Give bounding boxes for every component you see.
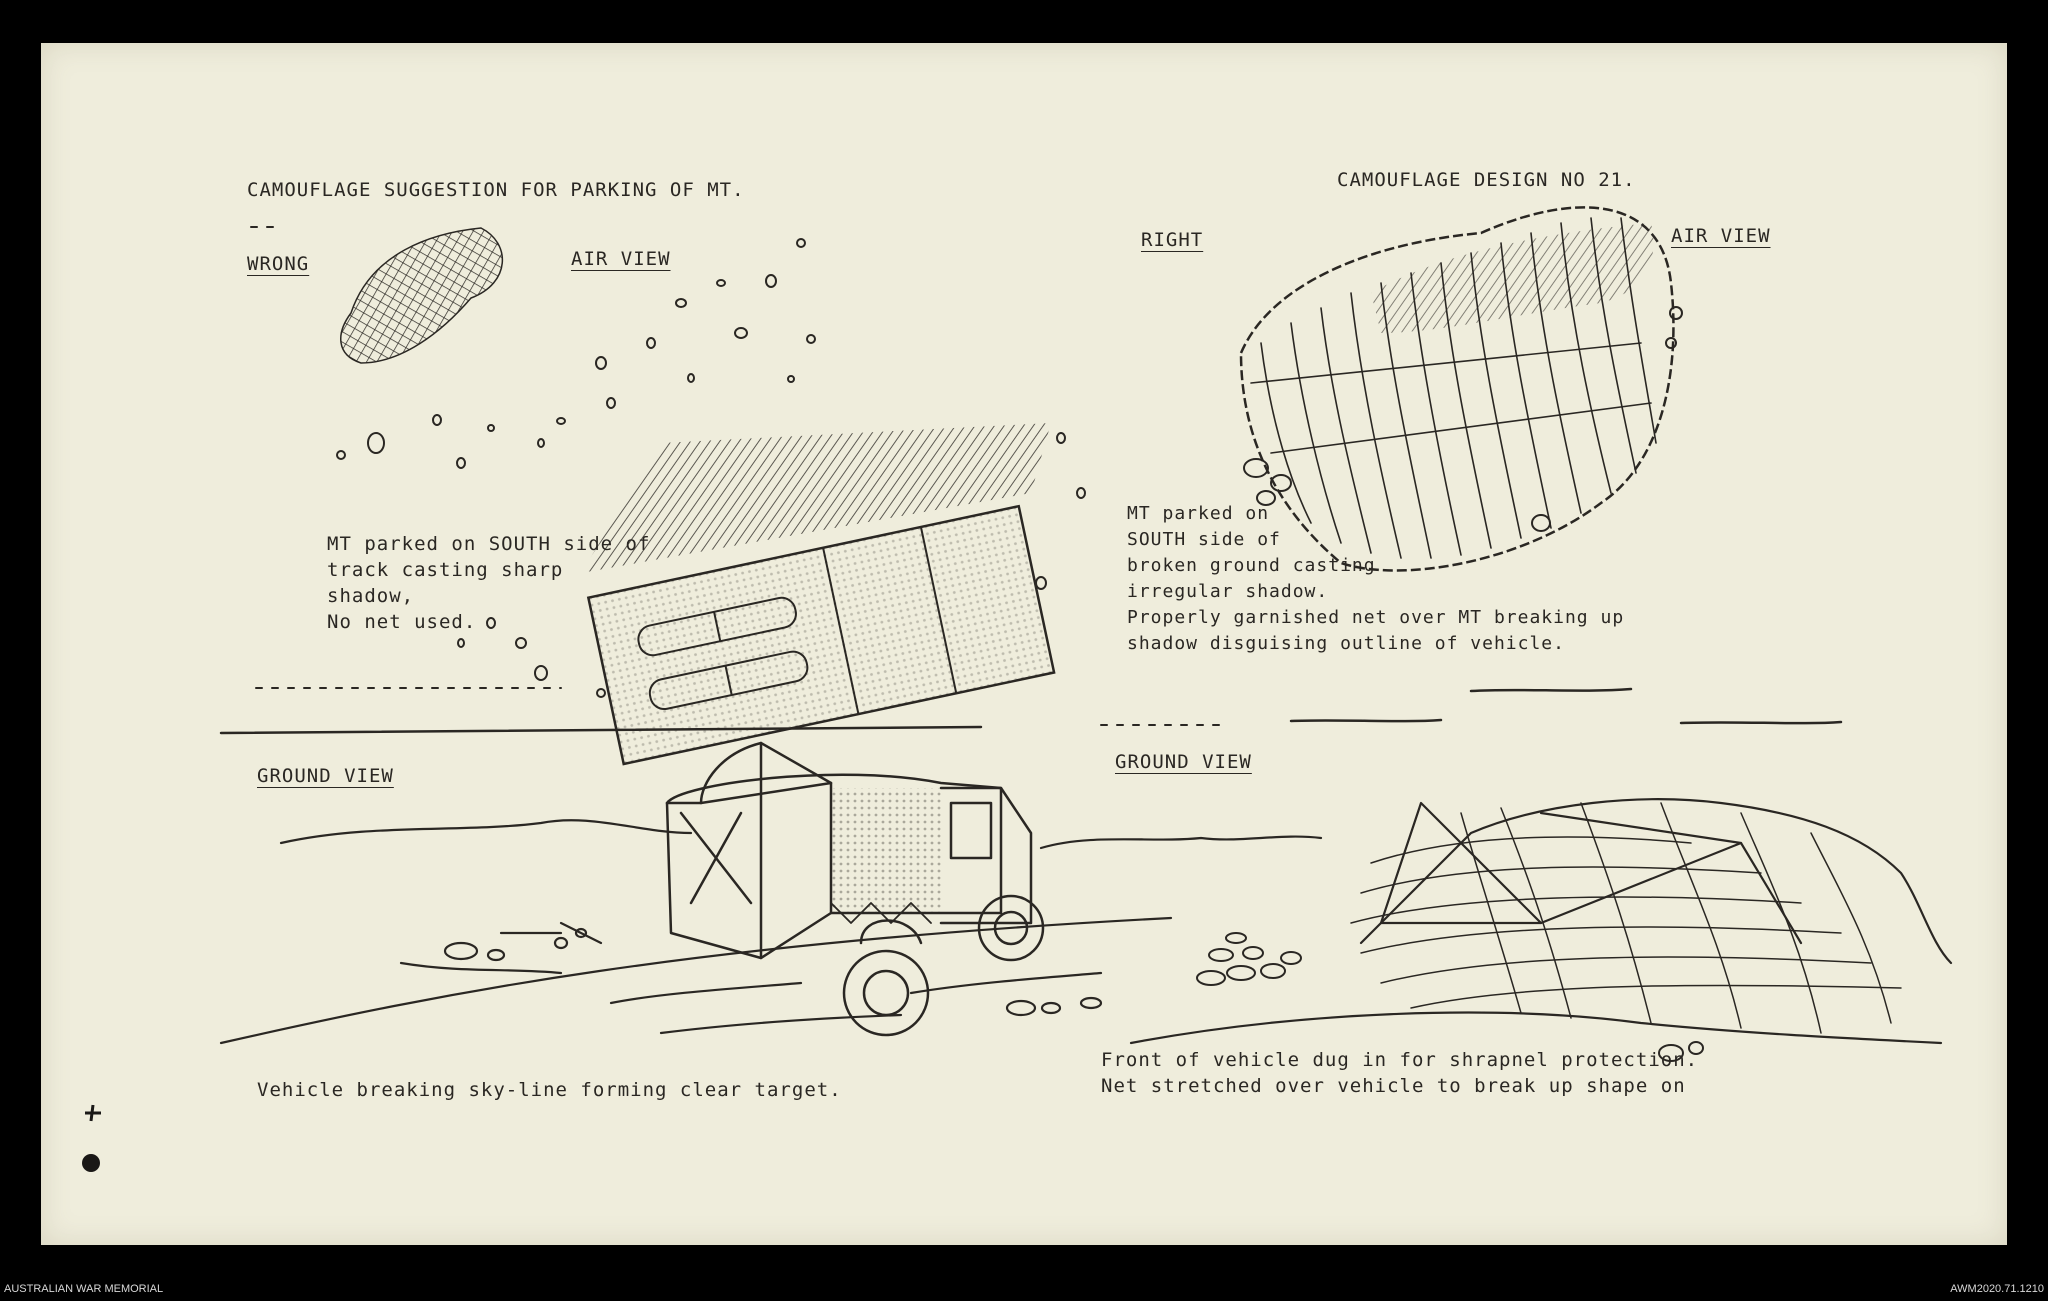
caption-line: Front of vehicle dug in for shrapnel protection. bbox=[1101, 1049, 1699, 1071]
caption-line: MT parked on bbox=[1127, 503, 1270, 524]
air-view-right-label: AIR VIEW bbox=[1671, 225, 1771, 247]
caption-line: SOUTH side of bbox=[1127, 529, 1281, 550]
caption-line: Net stretched over vehicle to break up shape on bbox=[1101, 1075, 1686, 1097]
credit-institution: AUSTRALIAN WAR MEMORIAL bbox=[4, 1283, 164, 1295]
air-view-left-label: AIR VIEW bbox=[571, 248, 671, 270]
right-air-caption bbox=[1127, 501, 1624, 657]
wrong-air-shadow-sketch bbox=[341, 228, 503, 363]
caption-line: No net used. bbox=[327, 611, 477, 633]
wrong-ground-caption: Vehicle breaking sky-line forming clear target. bbox=[257, 1079, 842, 1101]
ground-view-left-label: GROUND VIEW bbox=[257, 765, 394, 787]
caption-line: broken ground casting bbox=[1127, 555, 1376, 576]
wrong-air-truck-sketch bbox=[581, 423, 1054, 764]
caption-line: track casting sharp bbox=[327, 559, 564, 581]
caption-line: MT parked on SOUTH side of bbox=[327, 533, 651, 555]
wrong-label: WRONG bbox=[247, 253, 310, 275]
caption-line: Properly garnished net over MT breaking up bbox=[1127, 607, 1625, 628]
right-ground-caption bbox=[1101, 1047, 1698, 1099]
ground-view-right-label: GROUND VIEW bbox=[1115, 751, 1252, 773]
wrong-air-caption bbox=[327, 531, 650, 635]
caption-line: irregular shadow. bbox=[1127, 581, 1329, 602]
credit-accession-number: AWM2020.71.1210 bbox=[1950, 1283, 2044, 1295]
punch-hole bbox=[82, 1154, 100, 1172]
ink-mark bbox=[85, 1105, 101, 1121]
right-label: RIGHT bbox=[1141, 229, 1204, 251]
paper-sheet bbox=[41, 43, 2007, 1245]
design-title: CAMOUFLAGE DESIGN NO 21. bbox=[1337, 169, 1636, 191]
section-dividers bbox=[221, 689, 1841, 733]
caption-line: shadow disguising outline of vehicle. bbox=[1127, 633, 1565, 654]
caption-line: shadow, bbox=[327, 585, 415, 607]
main-title: CAMOUFLAGE SUGGESTION FOR PARKING OF MT. bbox=[247, 179, 745, 201]
